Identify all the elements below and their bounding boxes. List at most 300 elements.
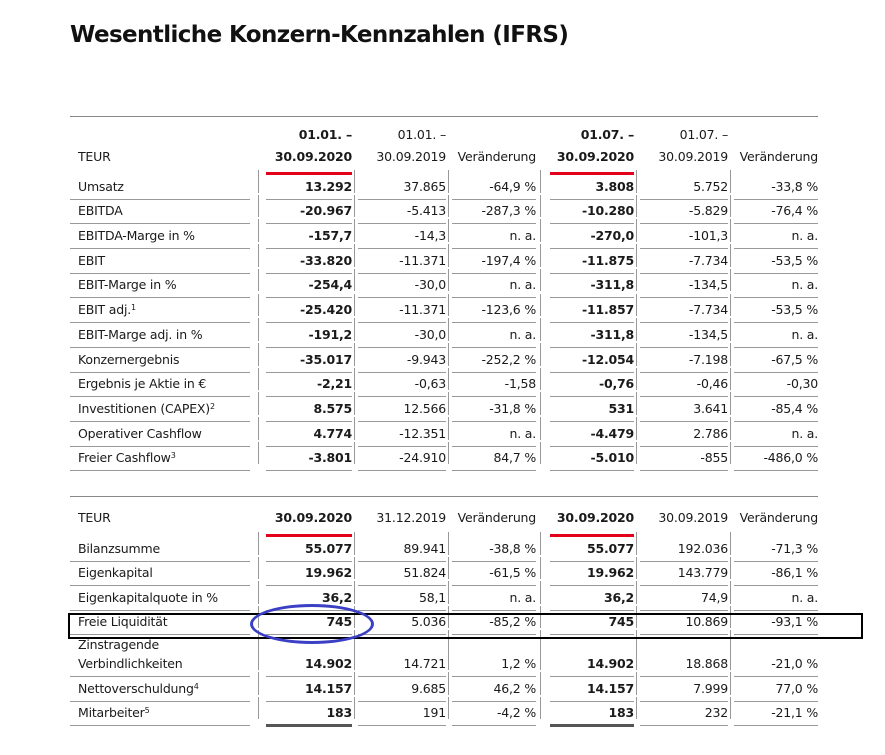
table-row — [70, 634, 818, 676]
cell-col4: 36,2 — [603, 589, 634, 605]
cell-col1: 36,2 — [321, 589, 352, 605]
footnote-marker: 2 — [209, 401, 215, 411]
cell-col1: -157,7 — [308, 228, 352, 244]
column-divider — [730, 170, 731, 193]
row-label — [78, 565, 153, 580]
column-divider — [540, 219, 541, 242]
header-col1: 30.09.2020 — [274, 510, 352, 525]
cell-col1: 14.157 — [304, 680, 352, 696]
row-label-text: Eigenkapitalquote in % — [78, 589, 218, 605]
column-divider — [540, 672, 541, 695]
cell-col6: n. a. — [791, 425, 818, 441]
table-row — [70, 585, 818, 610]
table-row — [70, 610, 818, 635]
row-label-text: EBITDA — [78, 203, 123, 219]
row-rule — [358, 470, 446, 471]
column-divider — [636, 294, 637, 317]
header-unit: TEUR — [78, 149, 111, 164]
cell-col3: n. a. — [509, 589, 536, 605]
column-divider — [354, 219, 355, 242]
cell-col3: n. a. — [509, 277, 536, 293]
row-label — [78, 590, 218, 605]
column-divider — [636, 318, 637, 341]
cell-col3: n. a. — [509, 326, 536, 342]
cell-col1: 8.575 — [313, 400, 352, 416]
cell-col6: -33,8 % — [771, 178, 818, 194]
cell-col4: -11.857 — [581, 302, 634, 318]
column-divider — [448, 219, 449, 242]
cell-col3: 1,2 % — [501, 656, 536, 671]
column-divider — [258, 195, 259, 218]
column-divider — [540, 630, 541, 670]
cell-col2: -11.371 — [399, 302, 446, 318]
cell-col6: -93,1 % — [771, 614, 818, 629]
column-divider — [258, 368, 259, 391]
column-divider — [730, 417, 731, 440]
cell-col1: 19.962 — [304, 565, 352, 580]
row-label-text: Freie Liquidität — [78, 614, 168, 629]
cell-col2: 14.721 — [403, 656, 446, 671]
column-divider — [354, 269, 355, 292]
column-divider — [448, 557, 449, 580]
cell-col2: -30,0 — [414, 277, 446, 293]
column-divider — [258, 318, 259, 341]
row-label — [78, 179, 124, 194]
cell-col2: 58,1 — [418, 589, 446, 605]
table-row — [70, 421, 818, 446]
column-divider — [448, 368, 449, 391]
column-divider — [540, 606, 541, 629]
cell-col2: 5.036 — [411, 614, 446, 629]
cell-col6: -85,4 % — [771, 400, 818, 416]
cell-col3: -287,3 % — [481, 203, 536, 219]
column-divider — [354, 195, 355, 218]
cell-col5: 192.036 — [677, 540, 728, 556]
header-col2-line2: 30.09.2019 — [376, 149, 446, 164]
column-divider — [540, 269, 541, 292]
cell-col1: -33.820 — [299, 252, 352, 268]
footnote-marker: 3 — [170, 451, 176, 461]
table-row — [70, 322, 818, 347]
column-divider — [636, 343, 637, 366]
column-divider — [540, 581, 541, 604]
column-divider — [636, 219, 637, 242]
cell-col6: -486,0 % — [763, 450, 818, 466]
cell-col5: 2.786 — [693, 425, 728, 441]
cell-col4: 531 — [608, 400, 634, 416]
column-divider — [730, 343, 731, 366]
cell-col3: -85,2 % — [489, 614, 536, 629]
cell-col3: n. a. — [509, 425, 536, 441]
cell-col5: -134,5 — [688, 277, 728, 293]
column-divider — [258, 606, 259, 629]
row-rule — [734, 470, 818, 471]
cell-col6: -67,5 % — [771, 351, 818, 367]
column-divider — [258, 294, 259, 317]
cell-col2: -12.351 — [399, 425, 446, 441]
column-divider — [636, 606, 637, 629]
row-rule — [550, 724, 634, 727]
header-col5-line2: 30.09.2019 — [658, 149, 728, 164]
cell-col1: -191,2 — [308, 326, 352, 342]
column-divider — [540, 195, 541, 218]
column-divider — [730, 697, 731, 720]
column-divider — [540, 244, 541, 267]
column-divider — [354, 630, 355, 670]
cell-col3: -1,58 — [504, 376, 536, 392]
cell-col6: n. a. — [791, 228, 818, 244]
header-col1-line1: 01.01. – — [298, 127, 352, 142]
column-divider — [354, 368, 355, 391]
cell-col3: -252,2 % — [481, 351, 536, 367]
table-row — [70, 347, 818, 372]
header-col5-line1: 01.07. – — [679, 127, 728, 142]
cell-col1: 55.077 — [304, 540, 352, 556]
cell-col5: 74,9 — [700, 589, 728, 605]
cell-col3: -61,5 % — [489, 565, 536, 580]
column-divider — [636, 532, 637, 555]
page-title: Wesentliche Konzern-Kennzahlen (IFRS) — [70, 22, 569, 48]
row-label-text: Eigenkapital — [78, 565, 153, 580]
cell-col2: 37.865 — [403, 178, 446, 194]
row-label-text: EBIT — [78, 252, 105, 268]
header-col2-line1: 01.01. – — [397, 127, 446, 142]
row-label — [78, 541, 160, 556]
row-label-text: EBIT adj. — [78, 302, 132, 318]
column-divider — [258, 170, 259, 193]
cell-col5: -0,46 — [696, 376, 728, 392]
cell-col4: -5.010 — [590, 450, 634, 466]
column-divider — [730, 318, 731, 341]
column-divider — [636, 672, 637, 695]
cell-col3: -123,6 % — [481, 302, 536, 318]
cell-col4: -311,8 — [590, 326, 634, 342]
column-divider — [354, 417, 355, 440]
column-divider — [730, 532, 731, 555]
column-divider — [354, 318, 355, 341]
row-label-text: EBIT-Marge in % — [78, 277, 177, 293]
cell-col1: 13.292 — [304, 178, 352, 194]
column-divider — [448, 697, 449, 720]
cell-col5: 18.868 — [685, 656, 728, 671]
cell-col2: 191 — [422, 705, 446, 720]
column-divider — [258, 581, 259, 604]
table-row — [70, 298, 818, 323]
column-divider — [258, 630, 259, 670]
cell-col2: -0,63 — [414, 376, 446, 392]
header-col1-line2: 30.09.2020 — [274, 149, 352, 164]
header-col3: Veränderung — [457, 149, 536, 164]
row-rule — [452, 470, 536, 471]
cell-col3: 84,7 % — [493, 450, 536, 466]
cell-col3: -197,4 % — [481, 252, 536, 268]
column-divider — [448, 442, 449, 465]
table-row — [70, 561, 818, 586]
column-divider — [540, 442, 541, 465]
table-row — [70, 396, 818, 421]
table-row — [70, 248, 818, 273]
header-col4-line1: 01.07. – — [580, 127, 634, 142]
row-label-text: Umsatz — [78, 178, 124, 194]
column-divider — [540, 294, 541, 317]
cell-col3: -4,2 % — [496, 705, 536, 720]
cell-col3: -31,8 % — [489, 400, 536, 416]
column-divider — [258, 343, 259, 366]
row-rule — [640, 725, 728, 726]
column-divider — [258, 244, 259, 267]
column-divider — [540, 318, 541, 341]
cell-col5: 143.779 — [677, 565, 728, 580]
row-label-text: Freier Cashflow — [78, 450, 171, 466]
column-divider — [448, 318, 449, 341]
column-divider — [354, 392, 355, 415]
cell-col2: 9.685 — [411, 680, 446, 696]
cell-col4: -10.280 — [581, 203, 634, 219]
cell-col5: -134,5 — [688, 326, 728, 342]
column-divider — [730, 672, 731, 695]
column-divider — [448, 532, 449, 555]
row-label-text: Konzernergebnis — [78, 351, 180, 367]
cell-col4: -311,8 — [590, 277, 634, 293]
row-label — [78, 327, 202, 342]
row-label — [78, 302, 136, 317]
column-divider — [730, 294, 731, 317]
cell-col2: 12.566 — [403, 400, 446, 416]
footnote-marker: 1 — [131, 303, 136, 313]
header-col3: Veränderung — [457, 510, 536, 525]
column-divider — [354, 244, 355, 267]
row-label — [78, 705, 149, 720]
cell-col4: -12.054 — [581, 351, 634, 367]
column-divider — [448, 392, 449, 415]
row-rule — [734, 725, 818, 726]
cell-col2: -24.910 — [399, 450, 446, 466]
footnote-marker: 5 — [144, 706, 150, 715]
cell-col6: -71,3 % — [771, 540, 818, 556]
header-col2: 31.12.2019 — [376, 510, 446, 525]
cell-col2: -30,0 — [414, 326, 446, 342]
column-divider — [258, 269, 259, 292]
table-row — [70, 701, 818, 726]
cell-col2: -9.943 — [406, 351, 446, 367]
cell-col6: -86,1 % — [771, 565, 818, 580]
cell-col5: 3.641 — [693, 400, 728, 416]
row-label — [78, 277, 176, 292]
cell-col1: 4.774 — [313, 425, 352, 441]
header-col4: 30.09.2020 — [556, 510, 634, 525]
column-divider — [354, 557, 355, 580]
column-divider — [354, 170, 355, 193]
cell-col4: -4.479 — [590, 425, 634, 441]
column-divider — [354, 532, 355, 555]
row-label-text: EBIT-Marge adj. in % — [78, 326, 203, 342]
cell-col4: -0,76 — [598, 376, 634, 392]
cell-col2: 51.824 — [403, 565, 446, 580]
header-unit: TEUR — [78, 510, 111, 525]
row-label — [78, 401, 215, 416]
row-label — [78, 426, 202, 441]
column-divider — [448, 417, 449, 440]
column-divider — [730, 368, 731, 391]
row-label-line2: Verbindlichkeiten — [78, 656, 183, 671]
row-label-text: EBITDA-Marge in % — [78, 228, 195, 244]
table-row — [70, 446, 818, 471]
column-divider — [540, 392, 541, 415]
column-divider — [636, 630, 637, 670]
header-col6: Veränderung — [739, 149, 818, 164]
header-col6: Veränderung — [739, 510, 818, 525]
row-label-text: Ergebnis je Aktie in € — [78, 376, 207, 392]
row-label-text: Nettoverschuldung — [78, 680, 194, 696]
cell-col3: n. a. — [509, 228, 536, 244]
cell-col1: 14.902 — [304, 656, 352, 671]
cell-col2: -11.371 — [399, 252, 446, 268]
column-divider — [636, 269, 637, 292]
column-divider — [636, 170, 637, 193]
column-divider — [258, 697, 259, 720]
column-divider — [636, 557, 637, 580]
column-divider — [540, 368, 541, 391]
column-divider — [730, 219, 731, 242]
column-divider — [636, 442, 637, 465]
cell-col5: 232 — [704, 705, 728, 720]
column-divider — [636, 697, 637, 720]
column-divider — [730, 442, 731, 465]
column-divider — [354, 697, 355, 720]
row-label-text: Investitionen (CAPEX) — [78, 400, 210, 416]
column-divider — [258, 672, 259, 695]
cell-col1: -254,4 — [308, 277, 352, 293]
row-label — [78, 450, 176, 465]
column-divider — [540, 343, 541, 366]
cell-col6: -21,0 % — [771, 656, 818, 671]
row-label — [78, 253, 105, 268]
cell-col5: -7.198 — [688, 351, 728, 367]
kpi-table-income — [70, 116, 818, 476]
cell-col4: 3.808 — [595, 178, 634, 194]
table-row — [70, 676, 818, 701]
column-divider — [354, 581, 355, 604]
table-header-row — [70, 116, 818, 176]
cell-col6: n. a. — [791, 326, 818, 342]
cell-col6: -76,4 % — [771, 203, 818, 219]
row-rule — [452, 725, 536, 726]
column-divider — [730, 269, 731, 292]
cell-col1: -2,21 — [316, 376, 352, 392]
column-divider — [636, 392, 637, 415]
cell-col4: 745 — [608, 614, 634, 629]
cell-col6: 77,0 % — [775, 680, 818, 696]
row-rule — [70, 470, 250, 471]
column-divider — [354, 672, 355, 695]
row-label — [78, 614, 167, 629]
column-divider — [636, 195, 637, 218]
column-divider — [448, 294, 449, 317]
table-header-row — [70, 496, 818, 532]
row-label — [78, 376, 206, 391]
column-divider — [730, 244, 731, 267]
cell-col1: 745 — [326, 614, 352, 629]
row-label-text: Operativer Cashflow — [78, 425, 202, 441]
row-label-text: Mitarbeiter — [78, 705, 145, 720]
column-divider — [636, 244, 637, 267]
cell-col3: 46,2 % — [493, 680, 536, 696]
cell-col3: -64,9 % — [489, 178, 536, 194]
kpi-table-balance — [70, 496, 818, 736]
column-divider — [540, 170, 541, 193]
table-row — [70, 273, 818, 298]
column-divider — [258, 219, 259, 242]
header-col5: 30.09.2019 — [658, 510, 728, 525]
cell-col5: 5.752 — [693, 178, 728, 194]
cell-col5: -7.734 — [688, 252, 728, 268]
header-col4-line2: 30.09.2020 — [556, 149, 634, 164]
column-divider — [448, 672, 449, 695]
column-divider — [354, 442, 355, 465]
cell-col6: -21,1 % — [771, 705, 818, 720]
cell-col6: -53,5 % — [771, 252, 818, 268]
column-divider — [258, 392, 259, 415]
column-divider — [258, 417, 259, 440]
column-divider — [636, 581, 637, 604]
row-label — [78, 352, 179, 367]
cell-col4: 14.157 — [586, 680, 634, 696]
row-rule — [266, 470, 352, 471]
cell-col4: -11.875 — [581, 252, 634, 268]
column-divider — [730, 557, 731, 580]
table-row — [70, 536, 818, 561]
column-divider — [540, 557, 541, 580]
column-divider — [730, 581, 731, 604]
cell-col6: n. a. — [791, 277, 818, 293]
row-label: Zinstragende — [78, 637, 159, 652]
cell-col4: 19.962 — [586, 565, 634, 580]
column-divider — [258, 442, 259, 465]
cell-col6: -0,30 — [786, 376, 818, 392]
column-divider — [448, 170, 449, 193]
cell-col1: -20.967 — [299, 203, 352, 219]
cell-col4: 14.902 — [586, 656, 634, 671]
column-divider — [258, 557, 259, 580]
column-divider — [730, 195, 731, 218]
table-row — [70, 223, 818, 248]
table-row — [70, 174, 818, 199]
column-divider — [636, 368, 637, 391]
cell-col6: -53,5 % — [771, 302, 818, 318]
row-rule — [70, 725, 250, 726]
cell-col1: -25.420 — [299, 302, 352, 318]
column-divider — [448, 630, 449, 670]
cell-col4: -270,0 — [590, 228, 634, 244]
cell-col6: n. a. — [791, 589, 818, 605]
column-divider — [448, 606, 449, 629]
cell-col5: -101,3 — [688, 228, 728, 244]
cell-col2: 89.941 — [403, 540, 446, 556]
column-divider — [540, 532, 541, 555]
column-divider — [540, 417, 541, 440]
column-divider — [258, 532, 259, 555]
cell-col5: 10.869 — [685, 614, 728, 629]
cell-col5: -5.829 — [688, 203, 728, 219]
column-divider — [448, 581, 449, 604]
cell-col4: 183 — [608, 705, 634, 720]
cell-col5: 7.999 — [693, 680, 728, 696]
column-divider — [448, 269, 449, 292]
cell-col3: -38,8 % — [489, 540, 536, 556]
row-label-text: Bilanzsumme — [78, 540, 160, 556]
column-divider — [730, 630, 731, 670]
cell-col1: -35.017 — [299, 351, 352, 367]
